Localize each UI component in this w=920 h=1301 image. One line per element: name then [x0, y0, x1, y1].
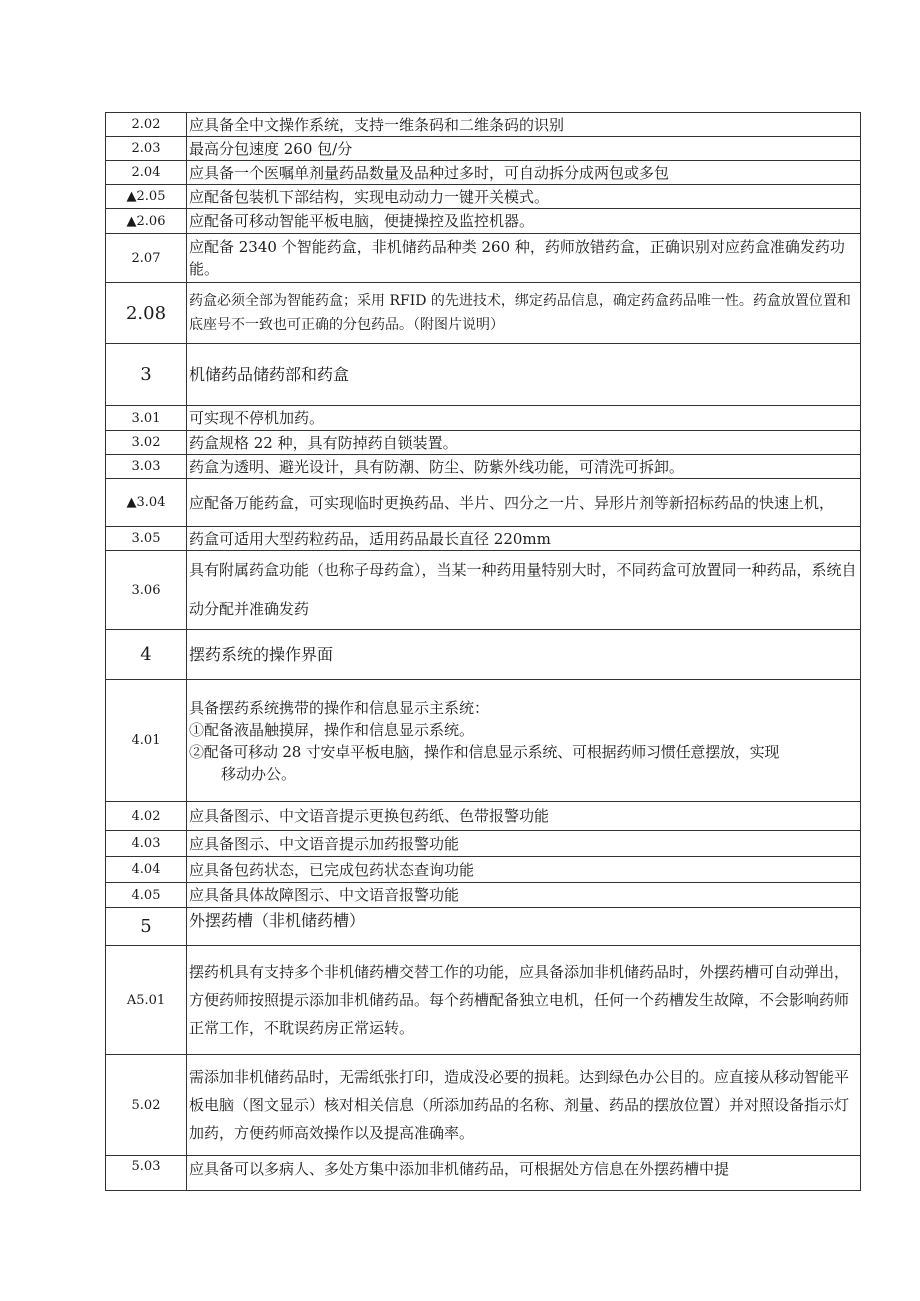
section-title: 机储药品储药部和药盒 [187, 344, 861, 406]
item-text: 应具备图示、中文语音提示更换包药纸、色带报警功能 [187, 802, 861, 831]
item-text: 应配备可移动智能平板电脑，便捷操控及监控机器。 [187, 209, 861, 234]
item-number: 4.02 [106, 802, 187, 831]
item-text: 应具备全中文操作系统，支持一维条码和二维条码的识别 [187, 113, 861, 137]
table-row [106, 406, 861, 431]
item-number: 4.04 [106, 857, 187, 883]
table-row [106, 283, 861, 344]
item-number: 3.01 [106, 406, 187, 431]
item-number: ▲2.05 [106, 185, 187, 209]
item-text: 可实现不停机加药。 [187, 406, 861, 431]
section-number: 5 [106, 908, 187, 946]
item-number: 4.03 [106, 831, 187, 857]
table-row [106, 161, 861, 185]
section-row [106, 908, 861, 946]
item-number: A5.01 [106, 946, 187, 1055]
section-row [106, 344, 861, 406]
item-number: 3.05 [106, 527, 187, 551]
item-text: 应具备图示、中文语音提示加药报警功能 [187, 831, 861, 857]
item-number: 4.05 [106, 883, 187, 908]
item-text: 最高分包速度 260 包/分 [187, 137, 861, 161]
table-row [106, 551, 861, 630]
item-number: 2.02 [106, 113, 187, 137]
item-number: 3.03 [106, 455, 187, 479]
item-number: 2.08 [106, 283, 187, 344]
section-number: 3 [106, 344, 187, 406]
item-text: 需添加非机储药品时，无需纸张打印，造成没必要的损耗。达到绿色办公目的。应直接从移动智能平板电脑（图文显示）核对相关信息（所添加药品的名称、剂量、药品的摆放位置）并对照设备指示灯加药，方便药师高效操作以及提高准确率。 [187, 1055, 861, 1156]
table-row [106, 831, 861, 857]
item-text: 应具备包药状态，已完成包药状态查询功能 [187, 857, 861, 883]
table-row [106, 209, 861, 234]
table-row [106, 431, 861, 455]
table-row [106, 234, 861, 283]
item-number: 3.06 [106, 551, 187, 630]
item-text: 药盒为透明、避光设计，具有防潮、防尘、防紫外线功能，可清洗可拆卸。 [187, 455, 861, 479]
section-number: 4 [106, 630, 187, 680]
item-text: 应具备具体故障图示、中文语音报警功能 [187, 883, 861, 908]
item-number: 2.03 [106, 137, 187, 161]
item-text: 应具备可以多病人、多处方集中添加非机储药品，可根据处方信息在外摆药槽中提 [187, 1156, 861, 1191]
table-row [106, 883, 861, 908]
item-number: 3.02 [106, 431, 187, 455]
table-row [106, 680, 861, 802]
section-row [106, 630, 861, 680]
list-line: 移动办公。 [221, 764, 297, 783]
spec-table [105, 112, 861, 1191]
table-row [106, 1055, 861, 1156]
item-number: 2.04 [106, 161, 187, 185]
item-text: 应配备 2340 个智能药盒，非机储药品种类 260 种，药师放错药盒，正确识别对应药盒准确发药功能。 [187, 234, 861, 283]
table-row [106, 185, 861, 209]
item-number: 2.07 [106, 234, 187, 283]
table-row [106, 857, 861, 883]
item-text: 药盒规格 22 种，具有防掉药自锁装置。 [187, 431, 861, 455]
list-line: 具备摆药系统携带的操作和信息显示主系统： [189, 698, 490, 717]
table-row [106, 802, 861, 831]
table-row [106, 137, 861, 161]
item-text: 应配备万能药盒，可实现临时更换药品、半片、四分之一片、异形片剂等新招标药品的快速上机， [187, 479, 861, 527]
item-text [187, 680, 861, 802]
table-row [106, 479, 861, 527]
table-row [106, 946, 861, 1055]
item-number: 4.01 [106, 680, 187, 802]
table-row [106, 527, 861, 551]
item-text: 具有附属药盒功能（也称子母药盒），当某一种药用量特别大时，不同药盒可放置同一种药品，系统自动分配并准确发药 [187, 551, 861, 630]
table-row [106, 455, 861, 479]
table-row [106, 1156, 861, 1191]
list-line: ①配备液晶触摸屏，操作和信息显示系统。 [189, 720, 475, 739]
table-row [106, 113, 861, 137]
item-number: 5.02 [106, 1055, 187, 1156]
section-title: 外摆药槽（非机储药槽） [187, 908, 861, 946]
item-text: 药盒必须全部为智能药盒；采用 RFID 的先进技术，绑定药品信息，确定药盒药品唯一性。药盒放置位置和底座号不一致也可正确的分包药品。（附图片说明） [187, 283, 861, 344]
item-text: 应具备一个医嘱单剂量药品数量及品种过多时，可自动拆分成两包或多包 [187, 161, 861, 185]
item-number: ▲3.04 [106, 479, 187, 527]
item-text: 药盒可适用大型药粒药品，适用药品最长直径 220mm [187, 527, 861, 551]
item-number: 5.03 [106, 1156, 187, 1191]
item-text: 应配备包装机下部结构，实现电动动力一键开关模式。 [187, 185, 861, 209]
item-number: ▲2.06 [106, 209, 187, 234]
list-line: ②配备可移动 28 寸安卓平板电脑，操作和信息显示系统、可根据药师习惯任意摆放，实现 [189, 742, 780, 761]
item-text: 摆药机具有支持多个非机储药槽交替工作的功能，应具备添加非机储药品时，外摆药槽可自动弹出，方便药师按照提示添加非机储药品。每个药槽配备独立电机，任何一个药槽发生故障，不会影响药师正常工作，不耽误药房正常运转。 [187, 946, 861, 1055]
section-title: 摆药系统的操作界面 [187, 630, 861, 680]
